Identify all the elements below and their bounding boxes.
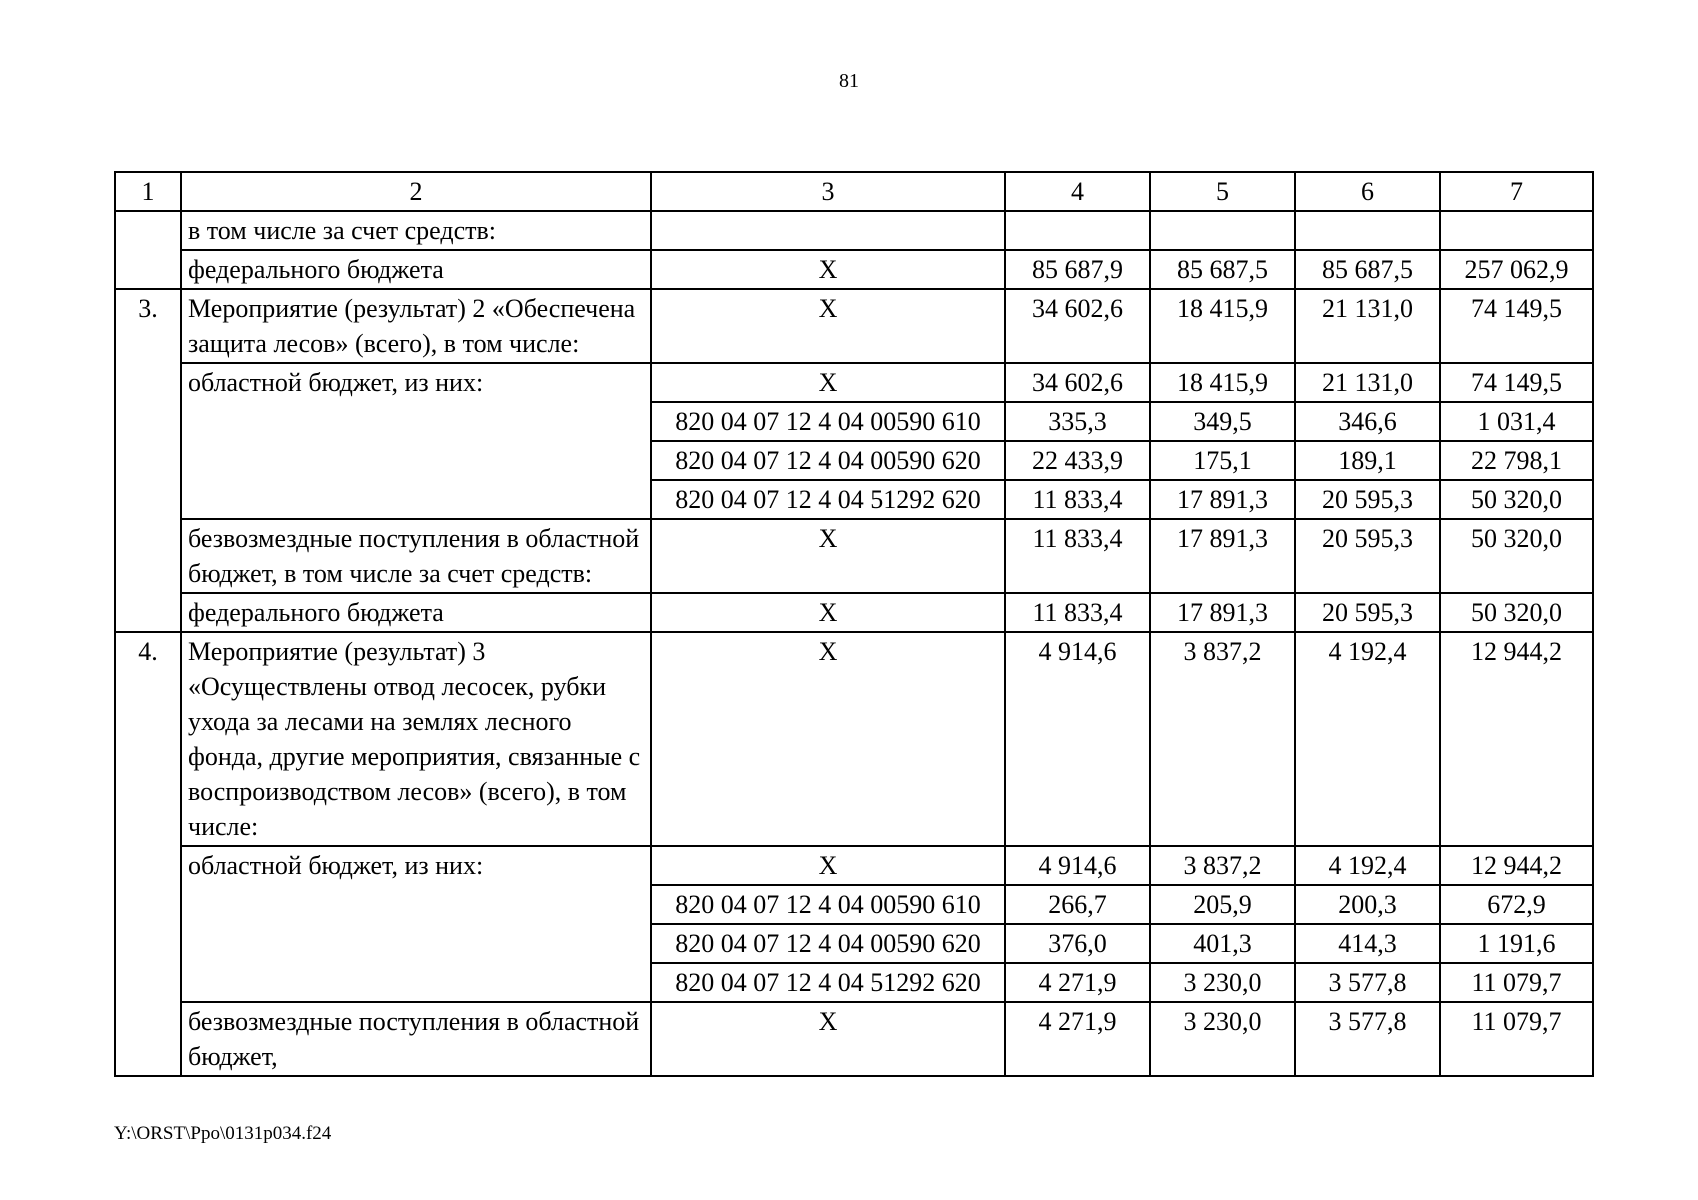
table-row: [115, 211, 1593, 250]
row-number-cell: 3.: [115, 289, 181, 632]
header-cell: 3: [651, 172, 1005, 211]
budget-code-cell: 820 04 07 12 4 04 51292 620: [651, 963, 1005, 1002]
value-cell: 401,3: [1150, 924, 1295, 963]
value-cell: 34 602,6: [1005, 363, 1150, 402]
value-cell: [1150, 211, 1295, 250]
value-cell: 85 687,5: [1150, 250, 1295, 289]
value-cell: 189,1: [1295, 441, 1440, 480]
value-cell: 376,0: [1005, 924, 1150, 963]
row-description: безвозмездные поступления в областной бюджет,: [181, 1002, 651, 1076]
value-cell: 17 891,3: [1150, 519, 1295, 593]
value-cell: 22 433,9: [1005, 441, 1150, 480]
value-cell: 12 944,2: [1440, 632, 1593, 846]
row-description: федерального бюджета: [181, 593, 651, 632]
value-cell: 1 031,4: [1440, 402, 1593, 441]
row-number-cell: 4.: [115, 632, 181, 1076]
value-cell: 50 320,0: [1440, 480, 1593, 519]
budget-code-cell: 820 04 07 12 4 04 00590 620: [651, 924, 1005, 963]
value-cell: 3 837,2: [1150, 846, 1295, 885]
value-cell: 11 833,4: [1005, 480, 1150, 519]
value-cell: 17 891,3: [1150, 480, 1295, 519]
value-cell: 3 577,8: [1295, 1002, 1440, 1076]
value-cell: [1295, 211, 1440, 250]
budget-code-cell: X: [651, 519, 1005, 593]
value-cell: 11 079,7: [1440, 963, 1593, 1002]
value-cell: 20 595,3: [1295, 519, 1440, 593]
value-cell: 349,5: [1150, 402, 1295, 441]
budget-code-cell: X: [651, 250, 1005, 289]
budget-code-cell: X: [651, 632, 1005, 846]
row-description: безвозмездные поступления в областной бюджет, в том числе за счет средств:: [181, 519, 651, 593]
value-cell: 414,3: [1295, 924, 1440, 963]
table-row: [115, 289, 1593, 363]
value-cell: 4 914,6: [1005, 632, 1150, 846]
value-cell: 3 230,0: [1150, 1002, 1295, 1076]
header-cell: 5: [1150, 172, 1295, 211]
value-cell: 4 271,9: [1005, 963, 1150, 1002]
value-cell: 85 687,9: [1005, 250, 1150, 289]
value-cell: 74 149,5: [1440, 289, 1593, 363]
budget-code-cell: [651, 211, 1005, 250]
page-number: 81: [839, 70, 859, 92]
value-cell: 4 192,4: [1295, 632, 1440, 846]
value-cell: 17 891,3: [1150, 593, 1295, 632]
value-cell: 346,6: [1295, 402, 1440, 441]
row-number-cell: [115, 211, 181, 289]
table-row: [115, 363, 1593, 402]
table-row: [115, 1002, 1593, 1076]
budget-table: [114, 171, 1594, 1077]
value-cell: [1440, 211, 1593, 250]
table-row: [115, 632, 1593, 846]
table-row: [115, 250, 1593, 289]
budget-code-cell: 820 04 07 12 4 04 00590 610: [651, 885, 1005, 924]
header-cell: 4: [1005, 172, 1150, 211]
value-cell: 175,1: [1150, 441, 1295, 480]
value-cell: 34 602,6: [1005, 289, 1150, 363]
row-description: Мероприятие (результат) 2 «Обеспечена защита лесов» (всего), в том числе:: [181, 289, 651, 363]
row-description: в том числе за счет средств:: [181, 211, 651, 250]
header-cell: 6: [1295, 172, 1440, 211]
value-cell: 18 415,9: [1150, 363, 1295, 402]
value-cell: 50 320,0: [1440, 593, 1593, 632]
value-cell: 200,3: [1295, 885, 1440, 924]
budget-code-cell: 820 04 07 12 4 04 00590 610: [651, 402, 1005, 441]
table-row: [115, 593, 1593, 632]
value-cell: 12 944,2: [1440, 846, 1593, 885]
budget-code-cell: X: [651, 1002, 1005, 1076]
table-row: [115, 846, 1593, 885]
value-cell: 1 191,6: [1440, 924, 1593, 963]
value-cell: 3 837,2: [1150, 632, 1295, 846]
budget-code-cell: X: [651, 363, 1005, 402]
value-cell: 335,3: [1005, 402, 1150, 441]
budget-code-cell: X: [651, 593, 1005, 632]
row-description: федерального бюджета: [181, 250, 651, 289]
value-cell: 20 595,3: [1295, 593, 1440, 632]
budget-code-cell: X: [651, 846, 1005, 885]
value-cell: 11 079,7: [1440, 1002, 1593, 1076]
value-cell: 50 320,0: [1440, 519, 1593, 593]
row-description: Мероприятие (результат) 3 «Осуществлены отвод лесосек, рубки ухода за лесами на землях лесного фонда, другие мероприятия, связанные с воспроизводством лесов» (всего), в том числе:: [181, 632, 651, 846]
table-header-row: [115, 172, 1593, 211]
footer-file-path: Y:\ORST\Ppo\0131p034.f24: [114, 1123, 332, 1144]
value-cell: 20 595,3: [1295, 480, 1440, 519]
budget-code-cell: X: [651, 289, 1005, 363]
value-cell: 3 577,8: [1295, 963, 1440, 1002]
value-cell: 266,7: [1005, 885, 1150, 924]
table-row: [115, 519, 1593, 593]
budget-code-cell: 820 04 07 12 4 04 00590 620: [651, 441, 1005, 480]
value-cell: 21 131,0: [1295, 363, 1440, 402]
value-cell: [1005, 211, 1150, 250]
value-cell: 22 798,1: [1440, 441, 1593, 480]
header-cell: 7: [1440, 172, 1593, 211]
value-cell: 85 687,5: [1295, 250, 1440, 289]
value-cell: 11 833,4: [1005, 593, 1150, 632]
value-cell: 11 833,4: [1005, 519, 1150, 593]
value-cell: 3 230,0: [1150, 963, 1295, 1002]
value-cell: 4 271,9: [1005, 1002, 1150, 1076]
value-cell: 74 149,5: [1440, 363, 1593, 402]
budget-code-cell: 820 04 07 12 4 04 51292 620: [651, 480, 1005, 519]
value-cell: 21 131,0: [1295, 289, 1440, 363]
value-cell: 4 914,6: [1005, 846, 1150, 885]
header-cell: 2: [181, 172, 651, 211]
value-cell: 257 062,9: [1440, 250, 1593, 289]
value-cell: 4 192,4: [1295, 846, 1440, 885]
header-cell: 1: [115, 172, 181, 211]
row-description: областной бюджет, из них:: [181, 846, 651, 1002]
row-description: областной бюджет, из них:: [181, 363, 651, 519]
value-cell: 18 415,9: [1150, 289, 1295, 363]
value-cell: 672,9: [1440, 885, 1593, 924]
value-cell: 205,9: [1150, 885, 1295, 924]
